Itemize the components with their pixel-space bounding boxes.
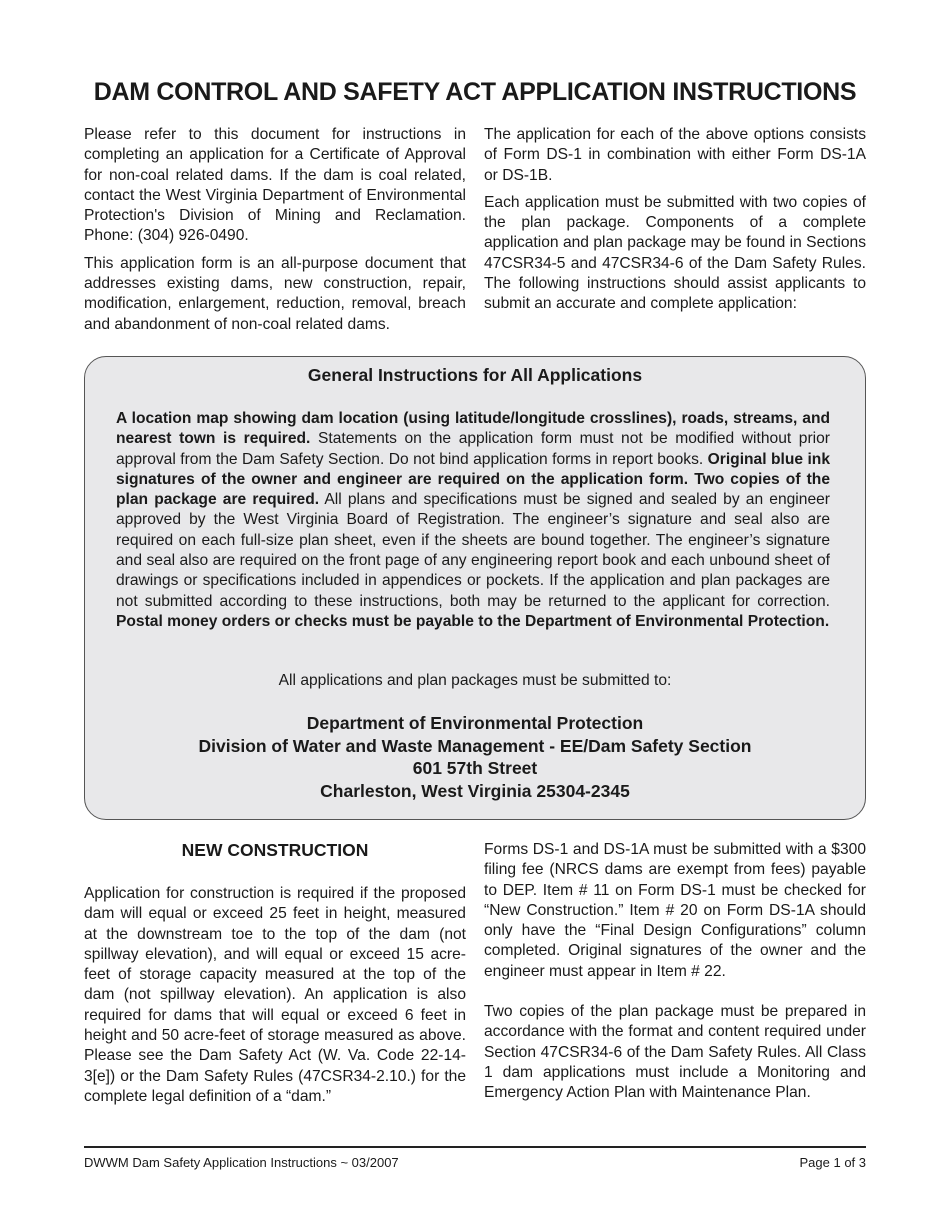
new-construction-paragraph: Application for construction is required if the proposed dam will equal or exceed 25 feet in height, measured at the downstream toe to the top of the dam (not spillway elevation), and will equal or exceed 15 acre-feet of storage capacity measured at the top of the dam (not spillway elevation). An application is also required for dams that will equal or exceed 6 feet in height and 50 acre-feet of storage measured as above. Please see the Dam Safety Act (W. Va. Code 22-14-3[e]) or the Dam Safety Rules (47CSR34-2.10.) for the complete legal definition of a “dam.” (84, 885, 466, 1105)
mailing-address (85, 712, 865, 802)
intro-paragraph: Each application must be submitted with two copies of the plan package. Components of a complete application and plan package may be found in Sections 47CSR34-5 and 47CSR34-6 of the Dam Safety Rules. The following instructions should assist applicants to submit an accurate and complete application: (484, 193, 866, 313)
general-instructions-box (84, 356, 866, 820)
footer-page-number: Page 1 of 3 (799, 1155, 866, 1170)
address-line: Division of Water and Waste Management - EE/Dam Safety Section (198, 735, 752, 756)
submission-line: All applications and plan packages must be submitted to: (278, 672, 672, 689)
intro-left-column (84, 125, 466, 342)
address-line: Department of Environmental Protection (306, 713, 644, 733)
instruction-bold-text: Postal money orders or checks must be payable to the Department of Environmental Protection. (116, 612, 830, 630)
address-line: Charleston, West Virginia 25304-2345 (320, 780, 630, 801)
intro-paragraph: This application form is an all-purpose document that addresses existing dams, new construction, repair, modification, enlargement, reduction, removal, breach and abandonment of non-coal related dams. (84, 254, 466, 333)
instruction-text: Statements on the application form must not be modified without prior approval from the Dam Safety Section. Do not bind application forms in report books. (116, 430, 830, 468)
general-instructions-body (116, 409, 830, 632)
new-construction-paragraph: Forms DS-1 and DS-1A must be submitted with a $300 filing fee (NRCS dams are exempt from fees) payable to DEP. Item # 11 on Form DS-1 must be checked for “New Construction.” Item # 20 on Form DS-1A should only have the “Final Design Configurations” column completed. Original signatures of the owner and the engineer must appear in Item # 22. (484, 841, 866, 980)
footer-document-info: DWWM Dam Safety Application Instructions ~ 03/2007 (84, 1155, 399, 1170)
new-construction-paragraph: Two copies of the plan package must be prepared in accordance with the format and content required under Section 47CSR34-6 of the Dam Safety Rules. All Class 1 dam applications must include a Monitoring and Emergency Action Plan with Maintenance Plan. (484, 1003, 866, 1102)
general-instructions-heading: General Instructions for All Applications (307, 365, 643, 385)
new-construction-right-column (484, 840, 866, 1124)
address-line: 601 57th Street (412, 758, 538, 779)
intro-right-column (484, 125, 866, 322)
new-construction-heading: NEW CONSTRUCTION (181, 840, 369, 860)
page-title: DAM CONTROL AND SAFETY ACT APPLICATION INSTRUCTIONS (93, 78, 857, 106)
footer-divider (84, 1146, 866, 1148)
instruction-text: All plans and specifications must be signed and sealed by an engineer approved by the West Virginia Board of Registration. The engineer’s signature and seal also are required on each full-size plan sheet, even if the sheets are bound together. The engineer’s signature and seal also are required on the front page of any engineering report book and each unbound sheet of drawings or specifications included in appendices or pockets. If the application and plan packages are not submitted according to these instructions, both may be returned to the applicant for correction. (116, 491, 830, 610)
intro-paragraph: Please refer to this document for instructions in completing an application for a Certificate of Approval for non-coal related dams. If the dam is coal related, contact the West Virginia Department of Environmental Protection's Division of Mining and Reclamation. Phone: (304) 926-0490. (84, 126, 466, 245)
instruction-bold-text: Original blue ink signatures of the owner and engineer are required on the application form. Two copies of the plan package are required. (116, 450, 831, 509)
intro-paragraph: The application for each of the above options consists of Form DS-1 in combination with either Form DS-1A or DS-1B. (484, 126, 866, 184)
new-construction-left-column (84, 884, 466, 1114)
instruction-bold-text: A location map showing dam location (using latitude/longitude crosslines), roads, streams, and nearest town is required. (116, 410, 830, 448)
